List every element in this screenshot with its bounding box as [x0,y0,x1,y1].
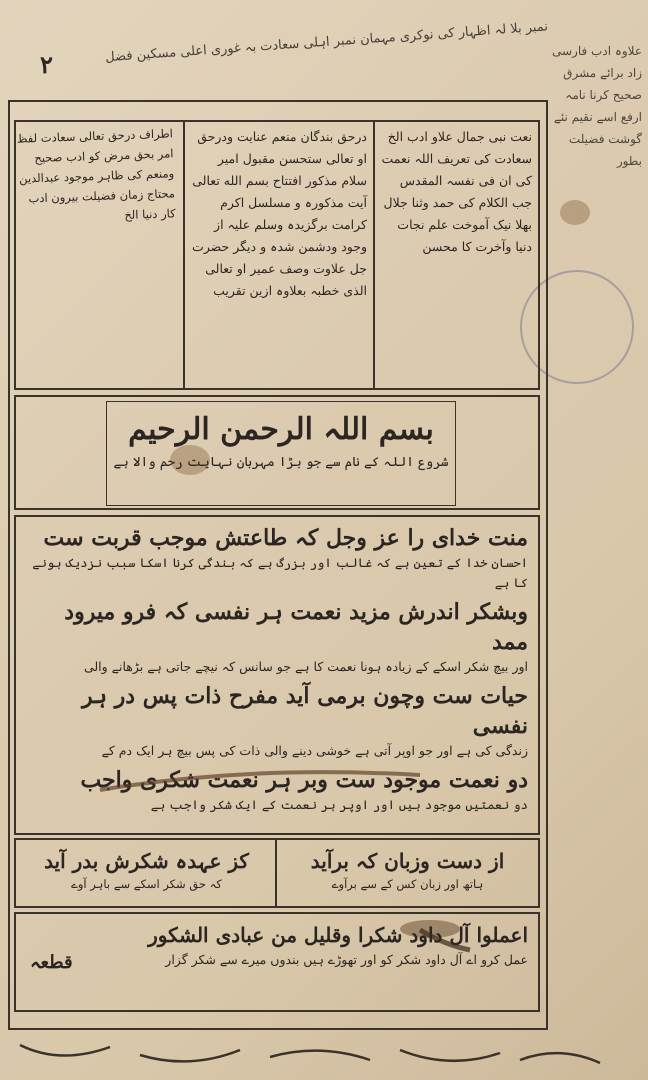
persian-line: دو نعمت موجود ست وبر ہر نعمت شکری واجب [80,767,528,793]
top-margin-notes: نمبر بلا لہ اظہار کی نوکری مہمان نمبر اہلی سعادت بہ غوری اعلی مسکین فضل [104,19,549,66]
page-number: ٢ [40,50,53,79]
quran-gloss: عمل کرو اے آل داود شکر کو اور تھوڑے ہیں بندوں میرے سے شکر گزار [165,952,528,967]
preface-column-left: اطراف درحق تعالی سعادت لفظ امر بحق مرض کو ادب صحیح ومنعم کی ظاہر موجود عبدالدین محتاج زمان فضیلت بیرون ادب کار دنیا الخ [16,126,176,223]
urdu-gloss: اور بیچ شکر اسکے کے زیادہ ہونا نعمت کا ہے جو سانس کہ نیچے جاتی ہے بڑھانے والی [83,659,528,674]
preface-column-middle: درحق بندگان منعم عنایت ودرحق او تعالی ستحسن مقبول امیر سلام مذکور افتتاح بسم الله تعالی آیت مذکورہ و مسلسل اکرم کرامت برگزیدہ وسلم علیہ از وجود ودشمن شدہ و دیگر حضرت جل علاوت وصف عمیر او تعالی الذی خطبہ بعلاوہ ازین تقریب [183,122,373,388]
couplet-verse: از دست وزبان کہ برآید [310,849,505,873]
bismillah-arabic: بسم اللہ الرحمن الرحیم [128,412,434,447]
urdu-gloss: احسان خدا کے تعین ہے کہ غالب اور بزرگ ہے کہ بندگی کرنا اسکا سبب نزدیک ہونے کا ہے [32,555,528,590]
couplet-gloss: کہ حق شکر اسکے سے باہر آوے [71,877,222,891]
persian-line: وبشکر اندرش مزید نعمت ہر نفسی کہ فرو میرود ممد [64,599,528,655]
persian-line: حیات ست وچون برمی آید مفرح ذات پس در ہر نفسی [81,683,528,739]
quran-verse: اعملوا آل داود شکرا وقلیل من عبادی الشکور [148,923,528,947]
preface-column-right: نعت نبی جمال علاو ادب الخ سعادت کی تعریف اللہ نعمت کی ان فی نفسہ المقدس جب الکلام کی حمد وثنا جلال بھلا نیک آموخت علم نجات دنیا وآخرت کا محسن [373,122,538,388]
urdu-gloss: دو نعمتیں موجود ہیں اور اوپر ہر نعمت کے ایک شکر واجب ہے [150,797,528,812]
couplet-verse: کز عہدہ شکرش بدر آید [44,849,249,873]
persian-line: منت خدای را عز وجل کہ طاعتش موجب قربت ست [43,525,528,551]
bismillah-translation: شروع اللہ کے نام سے جو بڑا مہربان نہایت رحم والا ہے [113,455,449,470]
qita-label: قطعہ [30,952,73,973]
right-margin-notes: علاوہ ادب فارسی زاد برائے مشرق صحیح کرنا نامہ ارفع اسے نقیم نئے گوشت فضیلت بطور [552,44,642,168]
couplet-gloss: ہاتھ اور زبان کس کے سے برآوے [331,877,484,891]
urdu-gloss: زندگی کی ہے اور جو اوپر آتی ہے خوشی دینے والی ذات کی پس بیچ ہر ایک دم کے [101,743,528,758]
